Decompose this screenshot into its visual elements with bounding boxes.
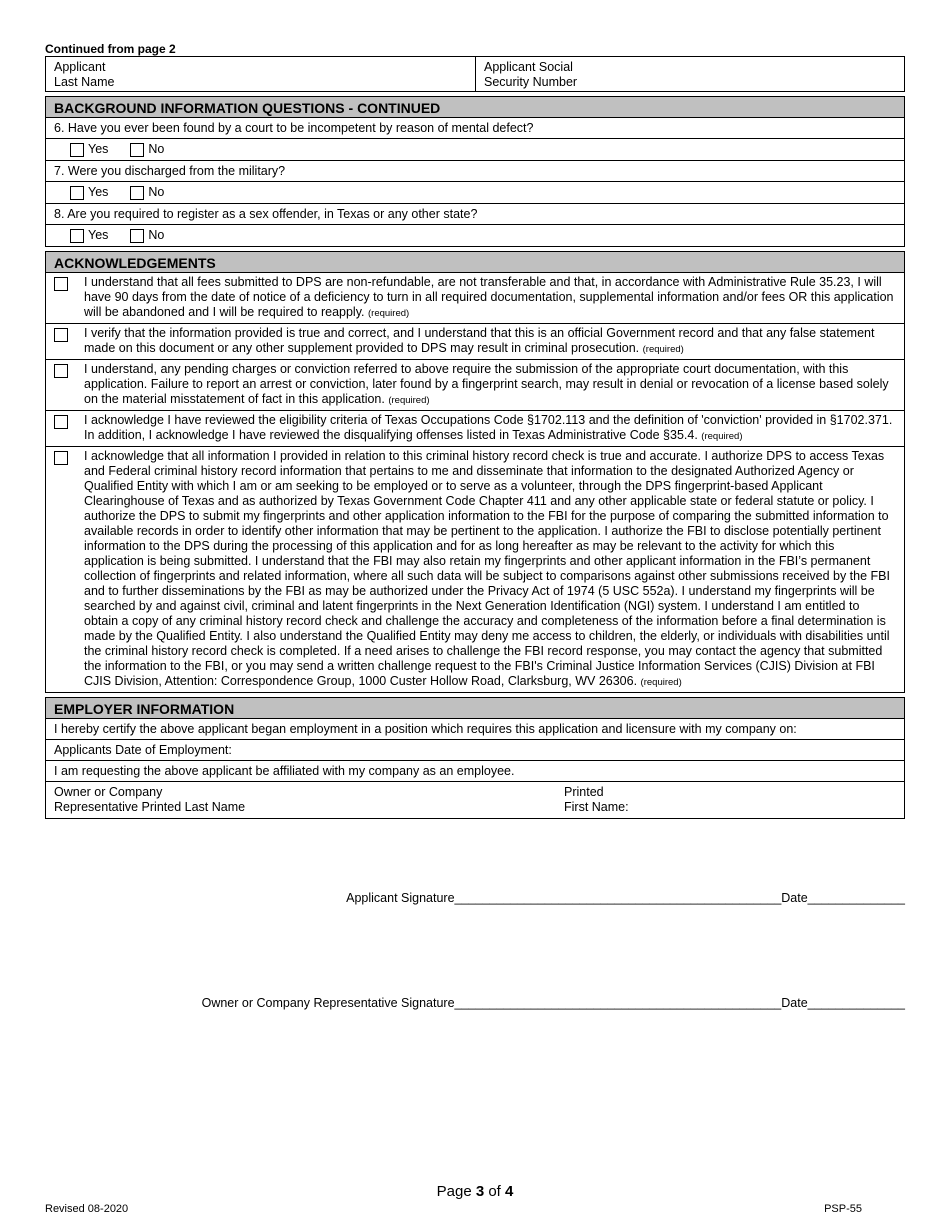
acknowledgements-heading: ACKNOWLEDGEMENTS: [45, 251, 905, 273]
ack-fees-checkbox[interactable]: [54, 277, 68, 291]
owner-label-line1: Owner or Company: [54, 785, 163, 799]
required-note: (required): [640, 677, 682, 688]
ssn-label-line2: Security Number: [484, 75, 578, 89]
employment-date-field[interactable]: Applicants Date of Employment:: [45, 740, 905, 761]
employer-name-row: [45, 782, 905, 819]
q6-no-checkbox[interactable]: [130, 143, 144, 157]
q7-yes-option[interactable]: [70, 185, 108, 200]
q6-yes-checkbox[interactable]: [70, 143, 84, 157]
q8-no-checkbox[interactable]: [130, 229, 144, 243]
q8-no-option[interactable]: [130, 228, 164, 243]
employer-request-text: I am requesting the above applicant be affiliated with my company as an employee.: [45, 761, 905, 782]
question-8: 8. Are you required to register as a sex offender, in Texas or any other state?: [45, 204, 905, 225]
ack-charges-checkbox[interactable]: [54, 364, 68, 378]
required-note: (required): [701, 431, 743, 442]
continued-label: Continued from page 2: [45, 42, 176, 56]
q6-no-option[interactable]: [130, 142, 164, 157]
owner-label-line2: Representative Printed Last Name: [54, 800, 246, 814]
applicant-identity-row: [45, 56, 905, 92]
ack-charges-text: I understand, any pending charges or conviction referred to above require the submission of the appropriate court documentation, with this application. Failure to report an arrest or conviction, later found by a fingerprint search, may result in denial or revocation of a license based solely on the material misstatement of fact in this application.: [84, 362, 889, 406]
ack-verify-text: I verify that the information provided is true and correct, and I understand that this is an official Government record and that any false statement made on this document or any other supplement provided to DPS may result in criminal prosecution.: [84, 326, 875, 355]
application-form: [45, 56, 905, 819]
q7-no-option[interactable]: [130, 185, 164, 200]
form-id: PSP-55: [824, 1203, 862, 1215]
owner-last-name-field[interactable]: [54, 785, 564, 815]
q7-yes-checkbox[interactable]: [70, 186, 84, 200]
employer-section-heading: EMPLOYER INFORMATION: [45, 697, 905, 719]
required-note: (required): [642, 344, 684, 355]
ack-item-fbi: [45, 447, 905, 693]
revised-date: Revised 08-2020: [45, 1203, 129, 1215]
page-total: 4: [505, 1183, 514, 1200]
printed-label-line2: First Name:: [564, 800, 629, 814]
ack-fbi-text: I acknowledge that all information I provided in relation to this criminal history record check is true and accurate. I authorize DPS to access Texas and Federal criminal history record information that pertains to me and disseminate that information to the designated Authorized Agency or Qualified Entity with which I am or am seeking to be employed or to serve as a volunteer, through the DPS fingerprint-based Applicant Clearinghouse of Texas and as authorized by Texas Government Code Chapter 411 and any other applicable state or federal statute or policy. I authorize the DPS to submit my fingerprints and other application information to the FBI for the purpose of comparing the submitted information to available records in order to identify other information that may be pertinent to the application. I authorize the FBI to disclose potentially pertinent information to the DPS during the processing of this application and for as long hereafter as may be relevant to the activity for which this application is being submitted. I understand that the FBI may also retain my fingerprints and other applicant information in the FBI’s permanent collection of fingerprints and related information, where all such data will be subject to comparisons against other submissions received by the FBI and to further disseminations by the FBI as may be authorized under the Privacy Act of 1974 (5 USC 552a). I understand my fingerprints will be searched by and against civil, criminal and latent fingerprints in the Next Generation Identification (NGI) system. I understand I am entitled to obtain a copy of any criminal history record check and challenge the accuracy and completeness of the information before a final determination is made by the Qualified Entity. I also understand the Qualified Entity may deny me access to children, the elderly, or individuals with disabilities until the criminal history record check is completed. If a need arises to challenge the FBI record response, you may contact the agency that submitted the information to the FBI, or you may send a written challenge request to the FBI's Criminal Justice Information Services (CJIS) Division at FBI CJIS Division, Attention: Correspondence Group, 1000 Custer Hollow Road, Clarksburg, WV 26306.: [84, 449, 890, 688]
ack-item-fees: [45, 273, 905, 324]
background-section-heading: BACKGROUND INFORMATION QUESTIONS - CONTINUED: [45, 96, 905, 118]
q7-no-label: No: [148, 185, 165, 199]
q8-yes-option[interactable]: [70, 228, 108, 243]
q8-no-label: No: [148, 228, 165, 242]
ack-item-eligibility: [45, 411, 905, 447]
page-prefix: Page: [436, 1183, 476, 1200]
last-name-label-line2: Last Name: [54, 75, 115, 89]
q7-yes-label: Yes: [88, 185, 109, 199]
question-7: 7. Were you discharged from the military?: [45, 161, 905, 182]
question-7-answers: [45, 182, 905, 204]
applicant-ssn-field[interactable]: [476, 57, 585, 91]
ack-fees-text: I understand that all fees submitted to DPS are non-refundable, are not transferable and that, in accordance with Administrative Rule 35.23, I will have 90 days from the date of notice of a deficiency to turn in all required documentation, supplemental information and/or fees OR this application will be abandoned and I will be required to reapply.: [84, 275, 894, 319]
q6-no-label: No: [148, 142, 165, 156]
ack-eligibility-text: I acknowledge I have reviewed the eligibility criteria of Texas Occupations Code §1702.113 and the definition of 'conviction' provided in §1702.371. In addition, I acknowledge I have reviewed the disqualifying offenses listed in Texas Administrative Code §35.4.: [84, 413, 893, 442]
q8-yes-checkbox[interactable]: [70, 229, 84, 243]
applicant-last-name-field[interactable]: [46, 57, 476, 91]
q6-yes-label: Yes: [88, 142, 109, 156]
required-note: (required): [368, 308, 410, 319]
q6-yes-option[interactable]: [70, 142, 108, 157]
question-6: 6. Have you ever been found by a court to be incompetent by reason of mental defect?: [45, 118, 905, 139]
q8-yes-label: Yes: [88, 228, 109, 242]
ack-eligibility-checkbox[interactable]: [54, 415, 68, 429]
question-8-answers: [45, 225, 905, 247]
last-name-label-line1: Applicant: [54, 60, 106, 74]
owner-first-name-field[interactable]: [564, 785, 629, 815]
page-number: [0, 1183, 950, 1200]
ack-item-verify: [45, 324, 905, 360]
owner-signature-line[interactable]: Owner or Company Representative Signature_______________________________________________Date______________: [201, 996, 905, 1010]
question-6-answers: [45, 139, 905, 161]
printed-label-line1: Printed: [564, 785, 604, 799]
ssn-label-line1: Applicant Social: [484, 60, 573, 74]
q7-no-checkbox[interactable]: [130, 186, 144, 200]
applicant-signature-line[interactable]: Applicant Signature_______________________________________________Date______________: [346, 891, 905, 905]
ack-verify-checkbox[interactable]: [54, 328, 68, 342]
ack-item-charges: [45, 360, 905, 411]
employer-certify-text: I hereby certify the above applicant began employment in a position which requires this application and licensure with my company on:: [45, 719, 905, 740]
ack-fbi-checkbox[interactable]: [54, 451, 68, 465]
page-of: of: [484, 1183, 506, 1200]
required-note: (required): [388, 395, 430, 406]
page-current: 3: [475, 1183, 485, 1200]
